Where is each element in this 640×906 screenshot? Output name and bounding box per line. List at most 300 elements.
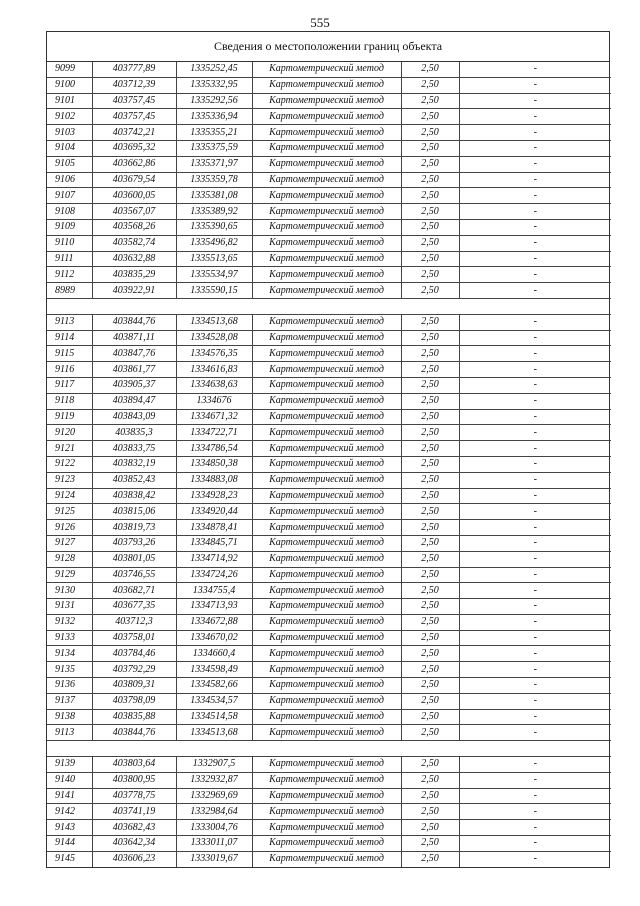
method-cell: Картометрический метод — [252, 330, 401, 346]
x-coordinate-cell: 403679,54 — [92, 172, 176, 188]
table-row — [47, 851, 611, 866]
point-number-cell: 9102 — [47, 109, 92, 125]
description-cell: - — [459, 346, 611, 362]
accuracy-cell: 2,50 — [401, 725, 459, 741]
method-cell: Картометрический метод — [252, 646, 401, 662]
x-coordinate-cell: 403832,19 — [92, 456, 176, 472]
table-row — [47, 836, 611, 852]
description-cell: - — [459, 693, 611, 709]
x-coordinate-cell: 403632,88 — [92, 251, 176, 267]
table-row — [47, 393, 611, 409]
x-coordinate-cell: 403871,11 — [92, 330, 176, 346]
point-number-cell: 9137 — [47, 693, 92, 709]
point-number-cell: 9121 — [47, 441, 92, 457]
accuracy-cell: 2,50 — [401, 283, 459, 299]
description-cell: - — [459, 520, 611, 536]
x-coordinate-cell: 403567,07 — [92, 204, 176, 220]
method-cell: Картометрический метод — [252, 409, 401, 425]
x-coordinate-cell: 403803,64 — [92, 757, 176, 773]
description-cell: - — [459, 330, 611, 346]
accuracy-cell: 2,50 — [401, 125, 459, 141]
method-cell: Картометрический метод — [252, 662, 401, 678]
description-cell: - — [459, 757, 611, 773]
y-coordinate-cell: 1333019,67 — [176, 851, 252, 866]
x-coordinate-cell: 403741,19 — [92, 804, 176, 820]
point-number-cell: 9129 — [47, 567, 92, 583]
table-row — [47, 377, 611, 393]
point-number-cell: 9124 — [47, 488, 92, 504]
accuracy-cell: 2,50 — [401, 393, 459, 409]
x-coordinate-cell: 403819,73 — [92, 520, 176, 536]
table-row — [47, 456, 611, 472]
method-cell: Картометрический метод — [252, 851, 401, 866]
accuracy-cell: 2,50 — [401, 709, 459, 725]
method-cell: Картометрический метод — [252, 693, 401, 709]
point-number-cell: 9104 — [47, 140, 92, 156]
y-coordinate-cell: 1335252,45 — [176, 62, 252, 77]
description-cell: - — [459, 283, 611, 299]
y-coordinate-cell: 1334845,71 — [176, 535, 252, 551]
accuracy-cell: 2,50 — [401, 314, 459, 330]
method-cell: Картометрический метод — [252, 156, 401, 172]
point-number-cell: 9117 — [47, 377, 92, 393]
accuracy-cell: 2,50 — [401, 156, 459, 172]
x-coordinate-cell: 403793,26 — [92, 535, 176, 551]
table-row — [47, 757, 611, 773]
accuracy-cell: 2,50 — [401, 172, 459, 188]
point-number-cell: 9107 — [47, 188, 92, 204]
point-number-cell: 9112 — [47, 267, 92, 283]
x-coordinate-cell: 403742,21 — [92, 125, 176, 141]
table-row — [47, 156, 611, 172]
point-number-cell: 9120 — [47, 425, 92, 441]
x-coordinate-cell: 403682,71 — [92, 583, 176, 599]
method-cell: Картометрический метод — [252, 109, 401, 125]
y-coordinate-cell: 1334513,68 — [176, 314, 252, 330]
table-row — [47, 693, 611, 709]
boundary-coordinates-sheet — [46, 31, 610, 868]
description-cell: - — [459, 251, 611, 267]
accuracy-cell: 2,50 — [401, 456, 459, 472]
point-number-cell: 9145 — [47, 851, 92, 866]
accuracy-cell: 2,50 — [401, 678, 459, 694]
point-number-cell: 9134 — [47, 646, 92, 662]
x-coordinate-cell: 403801,05 — [92, 551, 176, 567]
y-coordinate-cell: 1333004,76 — [176, 820, 252, 836]
y-coordinate-cell: 1335390,65 — [176, 219, 252, 235]
accuracy-cell: 2,50 — [401, 188, 459, 204]
point-number-cell: 9101 — [47, 93, 92, 109]
x-coordinate-cell: 403582,74 — [92, 235, 176, 251]
method-cell: Картометрический метод — [252, 630, 401, 646]
table-row — [47, 267, 611, 283]
point-number-cell: 9099 — [47, 62, 92, 77]
point-number-cell: 9140 — [47, 772, 92, 788]
accuracy-cell: 2,50 — [401, 330, 459, 346]
method-cell: Картометрический метод — [252, 535, 401, 551]
x-coordinate-cell: 403695,32 — [92, 140, 176, 156]
accuracy-cell: 2,50 — [401, 788, 459, 804]
block-separator-row — [47, 298, 611, 314]
method-cell: Картометрический метод — [252, 456, 401, 472]
description-cell: - — [459, 172, 611, 188]
coordinates-table-body — [47, 62, 611, 867]
table-row — [47, 425, 611, 441]
section-title: Сведения о местоположении границ объекта — [47, 32, 609, 62]
x-coordinate-cell: 403815,06 — [92, 504, 176, 520]
block-separator-row — [47, 741, 611, 757]
table-row — [47, 140, 611, 156]
method-cell: Картометрический метод — [252, 678, 401, 694]
x-coordinate-cell: 403894,47 — [92, 393, 176, 409]
x-coordinate-cell: 403712,3 — [92, 614, 176, 630]
x-coordinate-cell: 403642,34 — [92, 836, 176, 852]
x-coordinate-cell: 403835,88 — [92, 709, 176, 725]
description-cell: - — [459, 504, 611, 520]
y-coordinate-cell: 1335381,08 — [176, 188, 252, 204]
x-coordinate-cell: 403838,42 — [92, 488, 176, 504]
accuracy-cell: 2,50 — [401, 362, 459, 378]
description-cell: - — [459, 820, 611, 836]
x-coordinate-cell: 403844,76 — [92, 314, 176, 330]
description-cell: - — [459, 788, 611, 804]
x-coordinate-cell: 403844,76 — [92, 725, 176, 741]
description-cell: - — [459, 488, 611, 504]
point-number-cell: 8989 — [47, 283, 92, 299]
table-row — [47, 504, 611, 520]
point-number-cell: 9136 — [47, 678, 92, 694]
y-coordinate-cell: 1334616,83 — [176, 362, 252, 378]
description-cell: - — [459, 77, 611, 93]
y-coordinate-cell: 1332932,87 — [176, 772, 252, 788]
method-cell: Картометрический метод — [252, 172, 401, 188]
method-cell: Картометрический метод — [252, 140, 401, 156]
description-cell: - — [459, 836, 611, 852]
x-coordinate-cell: 403800,95 — [92, 772, 176, 788]
x-coordinate-cell: 403847,76 — [92, 346, 176, 362]
accuracy-cell: 2,50 — [401, 567, 459, 583]
point-number-cell: 9115 — [47, 346, 92, 362]
description-cell: - — [459, 62, 611, 77]
accuracy-cell: 2,50 — [401, 219, 459, 235]
description-cell: - — [459, 535, 611, 551]
x-coordinate-cell: 403682,43 — [92, 820, 176, 836]
x-coordinate-cell: 403833,75 — [92, 441, 176, 457]
y-coordinate-cell: 1335590,15 — [176, 283, 252, 299]
table-row — [47, 441, 611, 457]
point-number-cell: 9103 — [47, 125, 92, 141]
description-cell: - — [459, 804, 611, 820]
accuracy-cell: 2,50 — [401, 235, 459, 251]
method-cell: Картометрический метод — [252, 472, 401, 488]
x-coordinate-cell: 403861,77 — [92, 362, 176, 378]
x-coordinate-cell: 403852,43 — [92, 472, 176, 488]
accuracy-cell: 2,50 — [401, 693, 459, 709]
description-cell: - — [459, 235, 611, 251]
y-coordinate-cell: 1332907,5 — [176, 757, 252, 773]
x-coordinate-cell: 403758,01 — [92, 630, 176, 646]
x-coordinate-cell: 403777,89 — [92, 62, 176, 77]
point-number-cell: 9138 — [47, 709, 92, 725]
description-cell: - — [459, 125, 611, 141]
y-coordinate-cell: 1335292,56 — [176, 93, 252, 109]
table-row — [47, 772, 611, 788]
accuracy-cell: 2,50 — [401, 551, 459, 567]
table-row — [47, 678, 611, 694]
point-number-cell: 9128 — [47, 551, 92, 567]
method-cell: Картометрический метод — [252, 251, 401, 267]
x-coordinate-cell: 403600,05 — [92, 188, 176, 204]
method-cell: Картометрический метод — [252, 820, 401, 836]
table-row — [47, 614, 611, 630]
description-cell: - — [459, 567, 611, 583]
x-coordinate-cell: 403843,09 — [92, 409, 176, 425]
y-coordinate-cell: 1334676 — [176, 393, 252, 409]
description-cell: - — [459, 314, 611, 330]
description-cell: - — [459, 678, 611, 694]
y-coordinate-cell: 1334883,08 — [176, 472, 252, 488]
accuracy-cell: 2,50 — [401, 346, 459, 362]
y-coordinate-cell: 1334582,66 — [176, 678, 252, 694]
x-coordinate-cell: 403922,91 — [92, 283, 176, 299]
description-cell: - — [459, 219, 611, 235]
x-coordinate-cell: 403835,3 — [92, 425, 176, 441]
y-coordinate-cell: 1334534,57 — [176, 693, 252, 709]
x-coordinate-cell: 403792,29 — [92, 662, 176, 678]
table-row — [47, 725, 611, 741]
description-cell: - — [459, 599, 611, 615]
description-cell: - — [459, 204, 611, 220]
description-cell: - — [459, 551, 611, 567]
accuracy-cell: 2,50 — [401, 425, 459, 441]
description-cell: - — [459, 851, 611, 866]
table-row — [47, 804, 611, 820]
x-coordinate-cell: 403746,55 — [92, 567, 176, 583]
table-row — [47, 314, 611, 330]
table-row — [47, 630, 611, 646]
block-separator-cell — [47, 298, 611, 314]
y-coordinate-cell: 1334850,38 — [176, 456, 252, 472]
y-coordinate-cell: 1334920,44 — [176, 504, 252, 520]
method-cell: Картометрический метод — [252, 377, 401, 393]
point-number-cell: 9131 — [47, 599, 92, 615]
description-cell: - — [459, 725, 611, 741]
y-coordinate-cell: 1335375,59 — [176, 140, 252, 156]
table-row — [47, 567, 611, 583]
method-cell: Картометрический метод — [252, 93, 401, 109]
table-row — [47, 283, 611, 299]
table-row — [47, 346, 611, 362]
table-row — [47, 472, 611, 488]
y-coordinate-cell: 1335534,97 — [176, 267, 252, 283]
table-row — [47, 188, 611, 204]
description-cell: - — [459, 109, 611, 125]
point-number-cell: 9118 — [47, 393, 92, 409]
description-cell: - — [459, 409, 611, 425]
accuracy-cell: 2,50 — [401, 535, 459, 551]
accuracy-cell: 2,50 — [401, 614, 459, 630]
table-row — [47, 77, 611, 93]
description-cell: - — [459, 362, 611, 378]
point-number-cell: 9122 — [47, 456, 92, 472]
y-coordinate-cell: 1335513,65 — [176, 251, 252, 267]
point-number-cell: 9141 — [47, 788, 92, 804]
coordinates-table — [47, 62, 611, 867]
point-number-cell: 9110 — [47, 235, 92, 251]
table-row — [47, 125, 611, 141]
description-cell: - — [459, 709, 611, 725]
table-row — [47, 219, 611, 235]
point-number-cell: 9108 — [47, 204, 92, 220]
accuracy-cell: 2,50 — [401, 140, 459, 156]
x-coordinate-cell: 403784,46 — [92, 646, 176, 662]
method-cell: Картометрический метод — [252, 393, 401, 409]
table-row — [47, 109, 611, 125]
point-number-cell: 9139 — [47, 757, 92, 773]
point-number-cell: 9130 — [47, 583, 92, 599]
point-number-cell: 9105 — [47, 156, 92, 172]
y-coordinate-cell: 1334670,02 — [176, 630, 252, 646]
description-cell: - — [459, 140, 611, 156]
accuracy-cell: 2,50 — [401, 62, 459, 77]
y-coordinate-cell: 1335355,21 — [176, 125, 252, 141]
y-coordinate-cell: 1334576,35 — [176, 346, 252, 362]
accuracy-cell: 2,50 — [401, 204, 459, 220]
accuracy-cell: 2,50 — [401, 630, 459, 646]
point-number-cell: 9132 — [47, 614, 92, 630]
description-cell: - — [459, 630, 611, 646]
point-number-cell: 9143 — [47, 820, 92, 836]
method-cell: Картометрический метод — [252, 836, 401, 852]
point-number-cell: 9144 — [47, 836, 92, 852]
description-cell: - — [459, 188, 611, 204]
method-cell: Картометрический метод — [252, 235, 401, 251]
method-cell: Картометрический метод — [252, 567, 401, 583]
table-row — [47, 204, 611, 220]
method-cell: Картометрический метод — [252, 425, 401, 441]
method-cell: Картометрический метод — [252, 583, 401, 599]
method-cell: Картометрический метод — [252, 520, 401, 536]
accuracy-cell: 2,50 — [401, 646, 459, 662]
description-cell: - — [459, 425, 611, 441]
description-cell: - — [459, 377, 611, 393]
point-number-cell: 9133 — [47, 630, 92, 646]
x-coordinate-cell: 403778,75 — [92, 788, 176, 804]
y-coordinate-cell: 1335359,78 — [176, 172, 252, 188]
point-number-cell: 9109 — [47, 219, 92, 235]
method-cell: Картометрический метод — [252, 551, 401, 567]
x-coordinate-cell: 403905,37 — [92, 377, 176, 393]
y-coordinate-cell: 1334714,92 — [176, 551, 252, 567]
y-coordinate-cell: 1335389,92 — [176, 204, 252, 220]
method-cell: Картометрический метод — [252, 362, 401, 378]
accuracy-cell: 2,50 — [401, 520, 459, 536]
y-coordinate-cell: 1334660,4 — [176, 646, 252, 662]
method-cell: Картометрический метод — [252, 488, 401, 504]
y-coordinate-cell: 1334513,68 — [176, 725, 252, 741]
method-cell: Картометрический метод — [252, 757, 401, 773]
point-number-cell: 9113 — [47, 314, 92, 330]
method-cell: Картометрический метод — [252, 599, 401, 615]
point-number-cell: 9142 — [47, 804, 92, 820]
method-cell: Картометрический метод — [252, 188, 401, 204]
table-row — [47, 583, 611, 599]
y-coordinate-cell: 1335336,94 — [176, 109, 252, 125]
x-coordinate-cell: 403835,29 — [92, 267, 176, 283]
y-coordinate-cell: 1334786,54 — [176, 441, 252, 457]
table-row — [47, 488, 611, 504]
x-coordinate-cell: 403606,23 — [92, 851, 176, 866]
accuracy-cell: 2,50 — [401, 251, 459, 267]
point-number-cell: 9113 — [47, 725, 92, 741]
description-cell: - — [459, 772, 611, 788]
y-coordinate-cell: 1335332,95 — [176, 77, 252, 93]
accuracy-cell: 2,50 — [401, 804, 459, 820]
table-row — [47, 62, 611, 77]
y-coordinate-cell: 1332984,64 — [176, 804, 252, 820]
description-cell: - — [459, 614, 611, 630]
description-cell: - — [459, 441, 611, 457]
y-coordinate-cell: 1334638,63 — [176, 377, 252, 393]
method-cell: Картометрический метод — [252, 62, 401, 77]
accuracy-cell: 2,50 — [401, 472, 459, 488]
table-row — [47, 172, 611, 188]
x-coordinate-cell: 403809,31 — [92, 678, 176, 694]
point-number-cell: 9114 — [47, 330, 92, 346]
method-cell: Картометрический метод — [252, 725, 401, 741]
table-row — [47, 409, 611, 425]
method-cell: Картометрический метод — [252, 772, 401, 788]
accuracy-cell: 2,50 — [401, 93, 459, 109]
y-coordinate-cell: 1334672,88 — [176, 614, 252, 630]
table-row — [47, 520, 611, 536]
method-cell: Картометрический метод — [252, 204, 401, 220]
y-coordinate-cell: 1334528,08 — [176, 330, 252, 346]
accuracy-cell: 2,50 — [401, 377, 459, 393]
method-cell: Картометрический метод — [252, 804, 401, 820]
y-coordinate-cell: 1334722,71 — [176, 425, 252, 441]
y-coordinate-cell: 1334928,23 — [176, 488, 252, 504]
accuracy-cell: 2,50 — [401, 851, 459, 866]
method-cell: Картометрический метод — [252, 125, 401, 141]
method-cell: Картометрический метод — [252, 219, 401, 235]
table-row — [47, 788, 611, 804]
description-cell: - — [459, 456, 611, 472]
y-coordinate-cell: 1333011,07 — [176, 836, 252, 852]
table-row — [47, 662, 611, 678]
x-coordinate-cell: 403677,35 — [92, 599, 176, 615]
description-cell: - — [459, 267, 611, 283]
y-coordinate-cell: 1332969,69 — [176, 788, 252, 804]
y-coordinate-cell: 1335496,82 — [176, 235, 252, 251]
accuracy-cell: 2,50 — [401, 77, 459, 93]
description-cell: - — [459, 393, 611, 409]
accuracy-cell: 2,50 — [401, 109, 459, 125]
point-number-cell: 9127 — [47, 535, 92, 551]
table-row — [47, 709, 611, 725]
description-cell: - — [459, 646, 611, 662]
accuracy-cell: 2,50 — [401, 772, 459, 788]
x-coordinate-cell: 403757,45 — [92, 93, 176, 109]
table-row — [47, 551, 611, 567]
x-coordinate-cell: 403568,26 — [92, 219, 176, 235]
table-row — [47, 235, 611, 251]
x-coordinate-cell: 403757,45 — [92, 109, 176, 125]
y-coordinate-cell: 1334598,49 — [176, 662, 252, 678]
accuracy-cell: 2,50 — [401, 583, 459, 599]
accuracy-cell: 2,50 — [401, 820, 459, 836]
method-cell: Картометрический метод — [252, 709, 401, 725]
